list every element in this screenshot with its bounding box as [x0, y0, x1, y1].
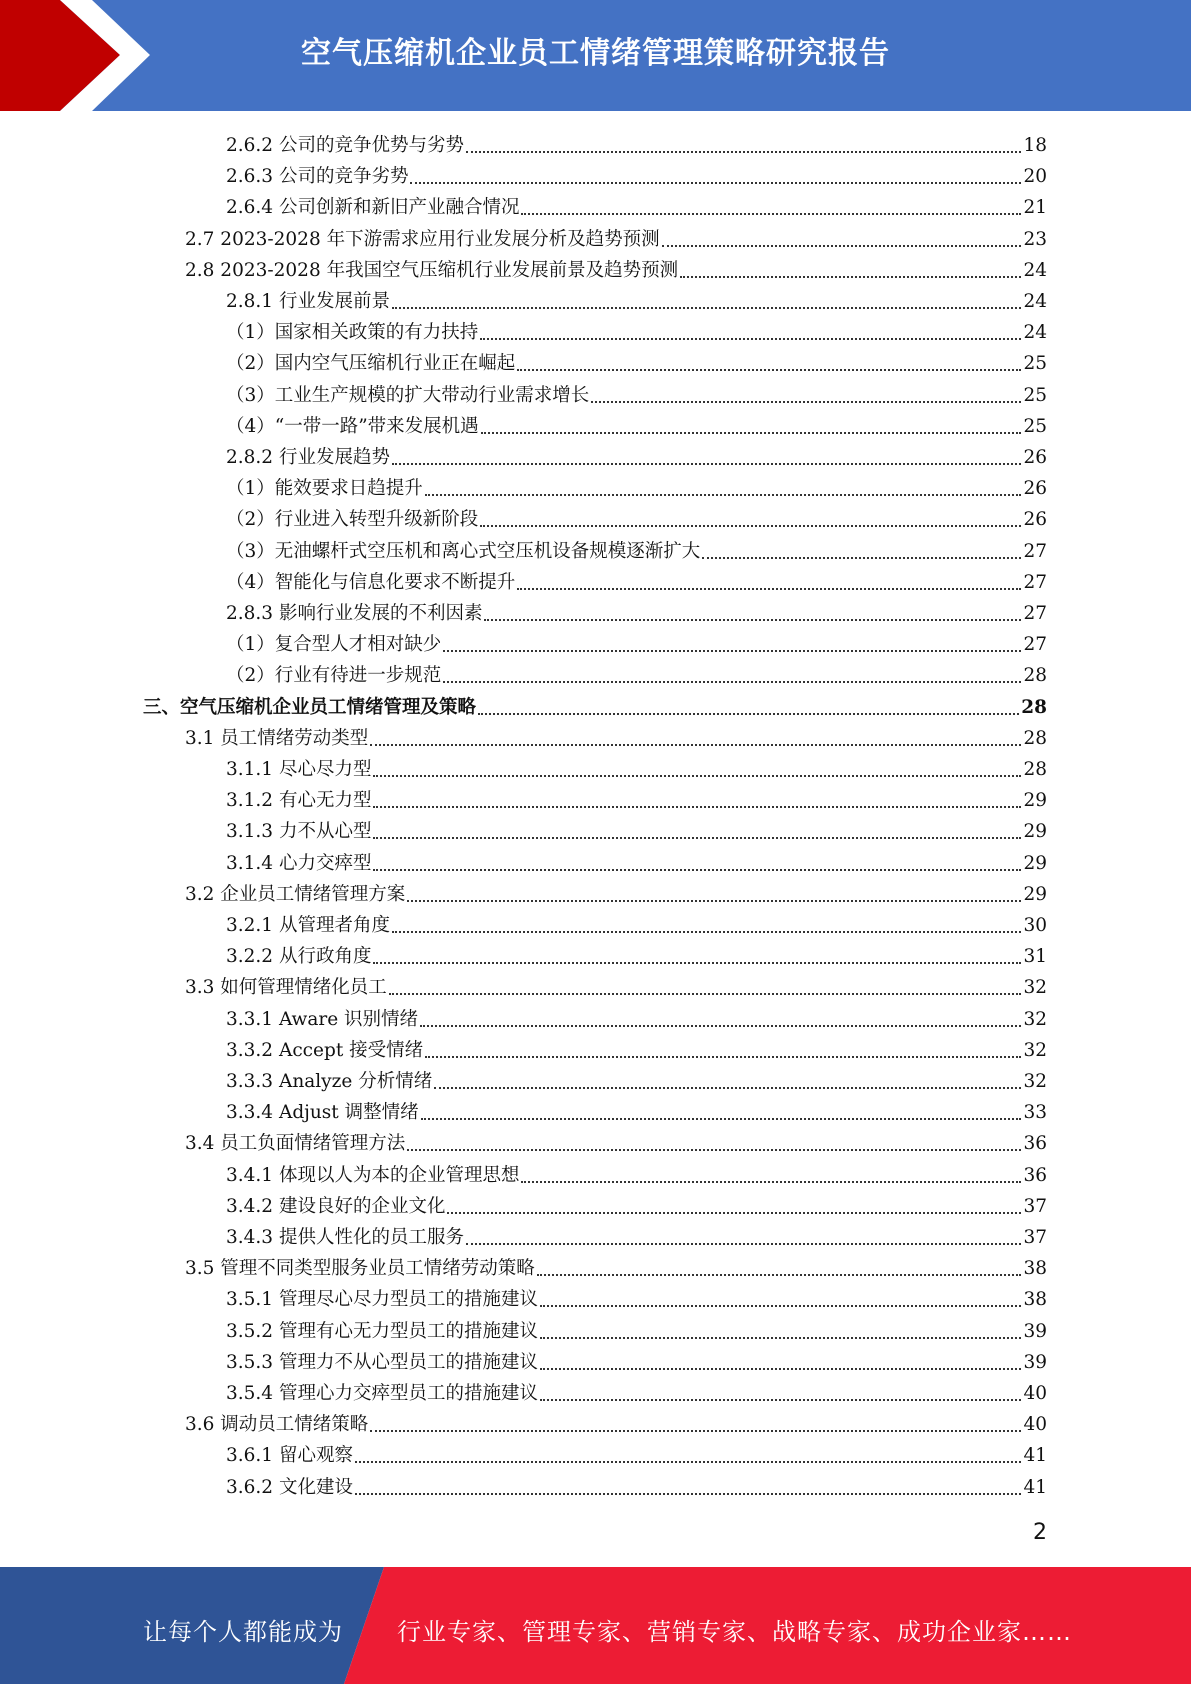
toc-entry[interactable]: [226, 782, 1047, 813]
toc-leader-dots: [521, 189, 1021, 215]
toc-entry-label: 2.8.1 行业发展前景: [226, 291, 390, 312]
toc-entry[interactable]: [226, 345, 1047, 376]
toc-entry[interactable]: [226, 377, 1047, 408]
toc-entry-page: 39: [1023, 1351, 1047, 1373]
toc-leader-dots: [443, 657, 1021, 683]
toc-entry-label: （2）行业进入转型升级新阶段: [226, 509, 479, 531]
toc-leader-dots: [484, 595, 1021, 621]
toc-entry[interactable]: [226, 1219, 1047, 1250]
toc-entry-label: （3）无油螺杆式空压机和离心式空压机设备规模逐渐扩大: [226, 540, 701, 562]
toc-entry-label: 2.6.4 公司创新和新旧产业融合情况: [226, 197, 520, 219]
toc-entry-page: 28: [1021, 696, 1047, 718]
toc-leader-dots: [591, 377, 1021, 403]
toc-leader-dots: [702, 533, 1021, 559]
toc-entry-label: 3.1 员工情绪劳动类型: [185, 727, 369, 749]
toc-entry-page: 41: [1023, 1445, 1047, 1467]
toc-entry-label: （4）智能化与信息化要求不断提升: [226, 571, 516, 593]
toc-entry-label: （2）国内空气压缩机行业正在崛起: [226, 353, 516, 375]
toc-entry[interactable]: [226, 813, 1047, 844]
toc-entry-page: 25: [1023, 415, 1047, 437]
toc-entry-label: （2）行业有待进一步规范: [226, 665, 442, 687]
toc-entry[interactable]: [226, 845, 1047, 876]
toc-leader-dots: [373, 782, 1021, 808]
toc-entry[interactable]: [226, 1469, 1047, 1500]
toc-entry-label: （4）“一带一路”带来发展机遇: [226, 415, 479, 437]
toc-leader-dots: [389, 969, 1022, 995]
toc-entry-label: 3.5.1 管理尽心尽力型员工的措施建议: [226, 1289, 538, 1311]
toc-leader-dots: [434, 1063, 1021, 1089]
toc-entry-page: 32: [1023, 1039, 1047, 1061]
toc-entry-label: 2.8 2023-2028 年我国空气压缩机行业发展前景及趋势预测: [185, 259, 679, 281]
toc-entry-page: 31: [1023, 946, 1047, 968]
toc-entry[interactable]: [226, 1281, 1047, 1312]
toc-entry-page: 21: [1023, 197, 1047, 219]
toc-entry-page: 25: [1023, 384, 1047, 406]
toc-leader-dots: [420, 1001, 1021, 1027]
toc-leader-dots: [355, 1469, 1022, 1495]
toc-leader-dots: [370, 1406, 1021, 1432]
toc-entry-page: 28: [1023, 759, 1047, 780]
toc-leader-dots: [540, 1313, 1021, 1339]
toc-entry-page: 32: [1023, 1008, 1047, 1030]
toc-entry[interactable]: [185, 720, 1047, 751]
toc-leader-dots: [481, 408, 1022, 434]
toc-entry-page: 26: [1023, 447, 1047, 468]
toc-leader-dots: [540, 1375, 1021, 1401]
toc-entry-label: （1）复合型人才相对缺少: [226, 634, 442, 656]
toc-entry-label: 2.8.2 行业发展趋势: [226, 447, 390, 468]
toc-entry-page: 36: [1023, 1133, 1047, 1155]
toc-entry-label: 3.1.2 有心无力型: [226, 790, 372, 812]
toc-entry-label: （3）工业生产规模的扩大带动行业需求增长: [226, 384, 590, 406]
toc-leader-dots: [407, 876, 1021, 902]
toc-entry-label: 3.5.3 管理力不从心型员工的措施建议: [226, 1351, 538, 1373]
toc-entry-page: 27: [1023, 571, 1047, 593]
toc-leader-dots: [517, 345, 1021, 371]
toc-entry-page: 38: [1023, 1289, 1047, 1311]
toc-entry[interactable]: [226, 564, 1047, 595]
toc-leader-dots: [392, 283, 1021, 309]
toc-entry-label: 三、空气压缩机企业员工情绪管理及策略: [143, 696, 477, 718]
toc-entry-label: 3.2 企业员工情绪管理方案: [185, 883, 406, 905]
toc-entry-page: 24: [1023, 322, 1047, 344]
toc-leader-dots: [425, 470, 1022, 496]
toc-entry[interactable]: [185, 969, 1047, 1000]
toc-entry[interactable]: [226, 439, 1047, 470]
toc-entry-label: 3.6 调动员工情绪策略: [185, 1414, 369, 1436]
toc-leader-dots: [421, 1094, 1022, 1120]
footer-slogan-left: 让每个人都能成为: [143, 1618, 343, 1646]
toc-leader-dots: [355, 1437, 1022, 1463]
toc-entry[interactable]: [226, 1063, 1047, 1094]
toc-entry-page: 29: [1023, 883, 1047, 905]
toc-leader-dots: [517, 564, 1021, 590]
toc-entry-page: 41: [1023, 1476, 1047, 1498]
toc-entry-label: 3.2.2 从行政角度: [226, 946, 372, 968]
toc-entry-page: 24: [1023, 259, 1047, 281]
toc-leader-dots: [680, 252, 1021, 278]
toc-entry-page: 24: [1023, 291, 1047, 312]
toc-entry-label: 3.6.1 留心观察: [226, 1445, 353, 1467]
toc-entry-page: 36: [1023, 1164, 1047, 1186]
toc-entry-label: 3.1.3 力不从心型: [226, 821, 372, 843]
toc-entry[interactable]: [226, 1344, 1047, 1375]
toc-entry-page: 40: [1023, 1383, 1047, 1404]
toc-leader-dots: [373, 813, 1021, 839]
toc-entry[interactable]: [226, 907, 1047, 938]
toc-entry-label: 3.4.2 建设良好的企业文化: [226, 1195, 446, 1217]
toc-entry-label: （1）能效要求日趋提升: [226, 478, 423, 500]
toc-leader-dots: [540, 1344, 1021, 1370]
toc-entry-page: 32: [1023, 1071, 1047, 1092]
toc-entry-page: 25: [1023, 353, 1047, 375]
toc-entry-page: 28: [1023, 665, 1047, 687]
toc-leader-dots: [466, 127, 1021, 153]
toc-entry-page: 32: [1023, 977, 1047, 999]
toc-leader-dots: [443, 626, 1021, 652]
toc-leader-dots: [466, 1219, 1021, 1245]
toc-leader-dots: [370, 720, 1021, 746]
toc-entry-label: 2.7 2023-2028 年下游需求应用行业发展分析及趋势预测: [185, 228, 660, 250]
toc-entry[interactable]: [226, 470, 1047, 501]
toc-entry[interactable]: [185, 876, 1047, 907]
toc-entry-page: 18: [1023, 135, 1047, 156]
toc-entry-label: 3.3.2 Accept 接受情绪: [226, 1039, 424, 1061]
toc-entry[interactable]: [226, 1188, 1047, 1219]
toc-entry-page: 27: [1023, 634, 1047, 656]
toc-entry[interactable]: [226, 657, 1047, 688]
toc-entry[interactable]: [226, 127, 1047, 158]
toc-entry-label: 3.3 如何管理情绪化员工: [185, 977, 387, 999]
toc-entry[interactable]: [226, 533, 1047, 564]
toc-entry[interactable]: [226, 158, 1047, 189]
footer-slogan-right: 行业专家、管理专家、营销专家、战略专家、成功企业家……: [397, 1618, 1072, 1646]
toc-leader-dots: [373, 938, 1021, 964]
toc-leader-dots: [447, 1188, 1021, 1214]
toc-entry-page: 29: [1023, 852, 1047, 874]
toc-entry-label: 3.5 管理不同类型服务业员工情绪劳动策略: [185, 1258, 535, 1280]
toc-entry-page: 28: [1023, 727, 1047, 749]
toc-leader-dots: [521, 1157, 1021, 1183]
toc-entry-page: 30: [1023, 915, 1047, 936]
toc-entry[interactable]: [226, 1313, 1047, 1344]
toc-entry[interactable]: [226, 595, 1047, 626]
toc-entry-page: 33: [1023, 1102, 1047, 1124]
toc-entry[interactable]: [226, 408, 1047, 439]
toc-entry[interactable]: [185, 1125, 1047, 1156]
toc-entry-page: 26: [1023, 509, 1047, 531]
toc-entry[interactable]: [226, 1032, 1047, 1063]
toc-entry[interactable]: [185, 221, 1047, 252]
toc-entry-label: 3.5.4 管理心力交瘁型员工的措施建议: [226, 1383, 538, 1404]
page-header: [0, 0, 1191, 111]
toc-entry[interactable]: [185, 1406, 1047, 1437]
toc-entry-page: 40: [1023, 1414, 1047, 1436]
toc-entry-label: 3.4.3 提供人性化的员工服务: [226, 1227, 464, 1248]
toc-entry-label: 3.3.3 Analyze 分析情绪: [226, 1071, 433, 1092]
toc-entry-label: 3.3.4 Adjust 调整情绪: [226, 1102, 419, 1124]
toc-entry-page: 23: [1023, 228, 1047, 250]
toc-entry-label: 3.5.2 管理有心无力型员工的措施建议: [226, 1320, 538, 1342]
toc-entry-label: 3.6.2 文化建设: [226, 1476, 353, 1498]
toc-leader-dots: [373, 845, 1021, 871]
toc-entry-page: 39: [1023, 1320, 1047, 1342]
toc-entry[interactable]: [226, 501, 1047, 532]
toc-entry-label: 3.4 员工负面情绪管理方法: [185, 1133, 406, 1155]
toc-leader-dots: [480, 314, 1021, 340]
toc-leader-dots: [478, 689, 1019, 715]
toc-leader-dots: [392, 907, 1021, 933]
toc-entry-page: 29: [1023, 790, 1047, 812]
toc-entry[interactable]: [185, 252, 1047, 283]
toc-entry[interactable]: [226, 283, 1047, 314]
toc-entry-label: （1）国家相关政策的有力扶持: [226, 322, 479, 344]
toc-leader-dots: [407, 1125, 1021, 1151]
toc-entry[interactable]: [226, 1001, 1047, 1032]
toc-entry-page: 37: [1023, 1227, 1047, 1248]
toc-entry-page: 27: [1023, 540, 1047, 562]
report-title: 空气压缩机企业员工情绪管理策略研究报告: [301, 36, 890, 71]
toc-entry[interactable]: [226, 189, 1047, 220]
toc-entry[interactable]: [226, 1094, 1047, 1125]
toc-entry[interactable]: [226, 1437, 1047, 1468]
toc-entry-page: 27: [1023, 603, 1047, 624]
toc-entry[interactable]: [226, 751, 1047, 782]
toc-entry[interactable]: [185, 1250, 1047, 1281]
toc-entry[interactable]: [226, 1157, 1047, 1188]
toc-leader-dots: [537, 1250, 1022, 1276]
toc-entry-page: 20: [1023, 166, 1047, 188]
toc-entry-label: 2.8.3 影响行业发展的不利因素: [226, 603, 483, 624]
toc-leader-dots: [662, 221, 1022, 247]
toc-entry-label: 2.6.2 公司的竞争优势与劣势: [226, 135, 464, 156]
toc-entry-label: 2.6.3 公司的竞争劣势: [226, 166, 409, 188]
toc-entry[interactable]: [226, 938, 1047, 969]
toc-entry-page: 38: [1023, 1258, 1047, 1280]
toc-entry-page: 26: [1023, 478, 1047, 500]
toc-entry[interactable]: [226, 1375, 1047, 1406]
toc-entry-label: 3.3.1 Aware 识别情绪: [226, 1008, 419, 1030]
page-footer: [0, 1567, 1191, 1684]
toc-entry-label: 3.1.1 尽心尽力型: [226, 759, 372, 780]
toc-leader-dots: [410, 158, 1021, 184]
toc-leader-dots: [425, 1032, 1021, 1058]
toc-leader-dots: [392, 439, 1021, 465]
toc-entry-label: 3.4.1 体现以人为本的企业管理思想: [226, 1164, 520, 1186]
toc-leader-dots: [480, 501, 1021, 527]
toc-entry-label: 3.2.1 从管理者角度: [226, 915, 390, 936]
toc-entry[interactable]: [226, 314, 1047, 345]
page-number: 2: [1033, 1520, 1047, 1545]
toc-leader-dots: [540, 1281, 1021, 1307]
toc-entry-label: 3.1.4 心力交瘁型: [226, 852, 372, 874]
toc-entry[interactable]: [226, 626, 1047, 657]
toc-entry-page: 29: [1023, 821, 1047, 843]
toc-entry-page: 37: [1023, 1195, 1047, 1217]
toc-leader-dots: [373, 751, 1021, 777]
toc-entry[interactable]: [143, 689, 1047, 720]
